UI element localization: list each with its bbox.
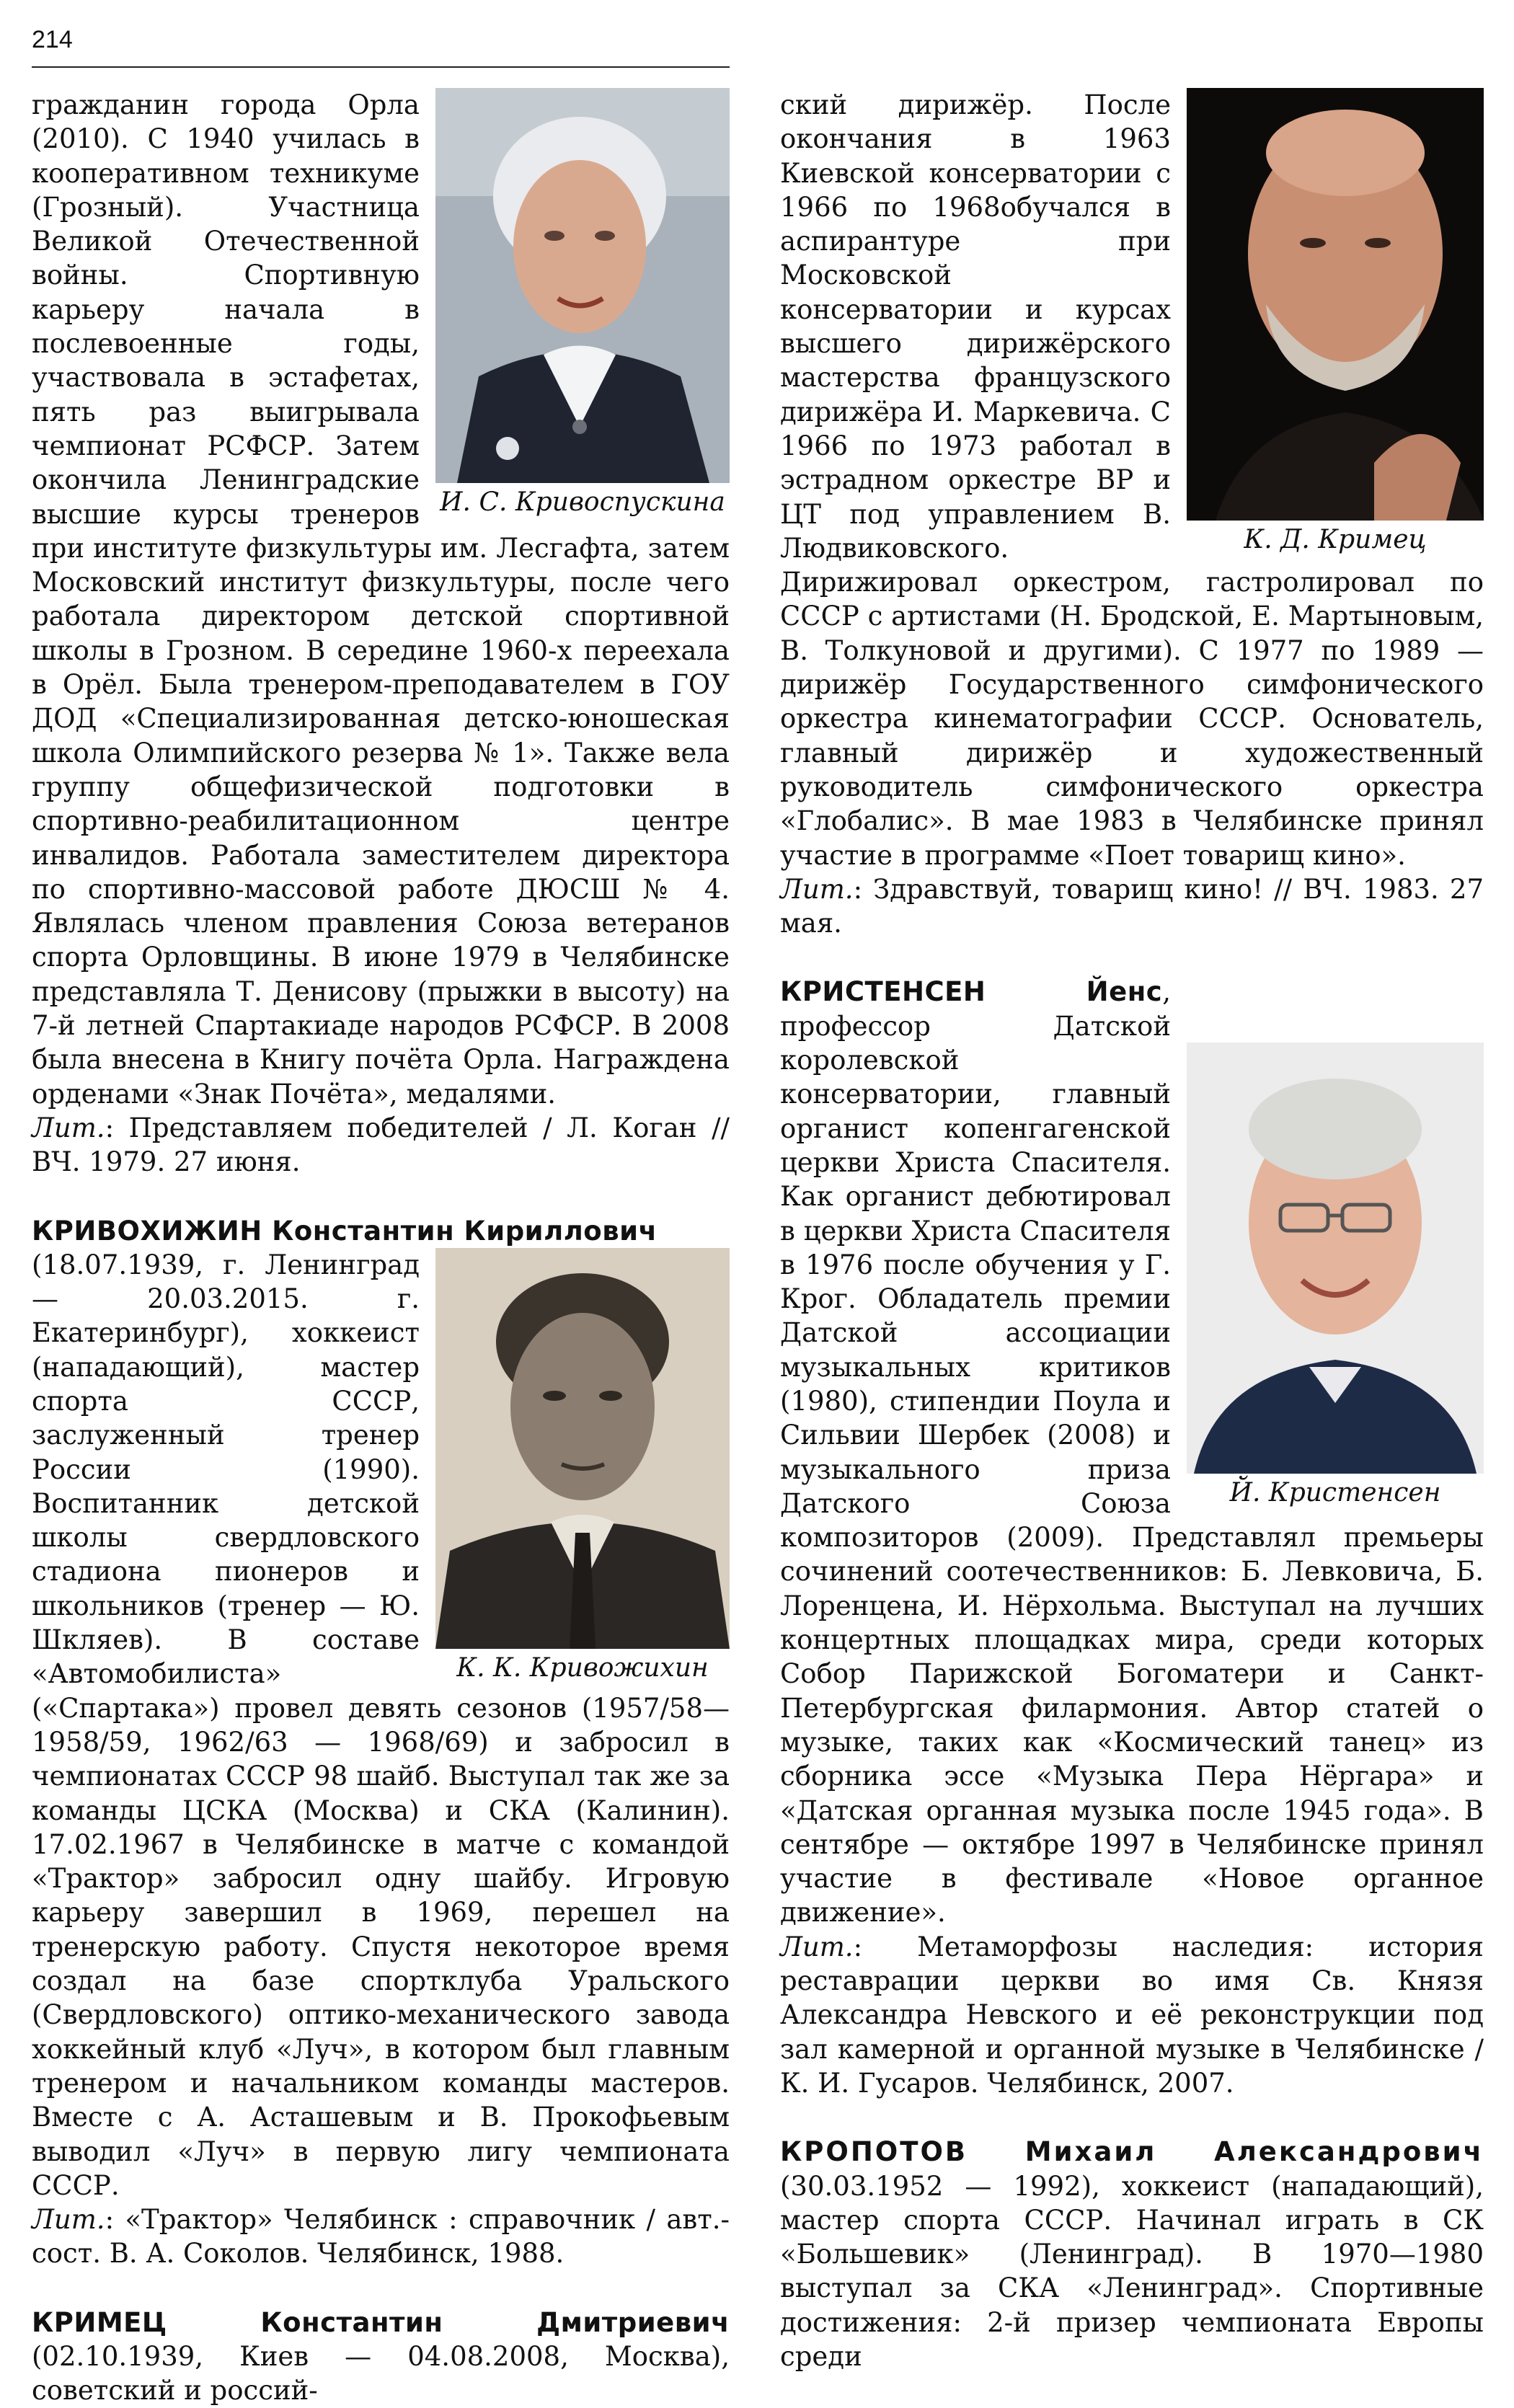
entry-gap xyxy=(32,1179,730,1214)
photo-krivospuskina xyxy=(435,88,730,519)
photo-krivozhikhin xyxy=(435,1248,730,1685)
portrait-christensen-image xyxy=(1187,1043,1484,1474)
entry-krivokhizhin-heading: КРИВОХИЖИН Константин Кириллович xyxy=(32,1215,658,1247)
portrait-krivozhikhin-image xyxy=(435,1248,730,1649)
photo-caption-krimets: К. Д. Кримец xyxy=(1244,525,1427,554)
entry-kropotov-text: (30.03.1952 — 1992), хоккеист (нападающий), мастер спорта СССР. Начинал играть в СК «Большевик» (Ленинград). В 1970—1980 выступал за СКА «Ленинград». Спортивные достижения: 2-й призер чемпионата Европы среди xyxy=(780,2170,1484,2372)
photo-caption-krivozhikhin: К. К. Кривожихин xyxy=(456,1652,709,1683)
left-column xyxy=(32,88,730,2407)
photo-caption-krivospuskina: И. С. Кривоспускина xyxy=(440,487,725,517)
entry-krimets-start xyxy=(32,2306,730,2408)
portrait-krivospuskina-image xyxy=(435,88,730,483)
entry-gap xyxy=(32,2271,730,2306)
entry-krimets-literature xyxy=(780,872,1484,941)
photo-caption-christensen: Й. Кристенсен xyxy=(1229,1478,1441,1508)
entry-krimets-heading: КРИМЕЦ Константин Дмитриевич xyxy=(32,2306,730,2338)
entry-gap xyxy=(780,940,1484,975)
lit-label: Лит. xyxy=(780,873,854,905)
right-column xyxy=(780,88,1484,2372)
lit-text: : Представляем победителей / Л. Коган // ВЧ. 1979. 27 июня. xyxy=(32,1112,730,1178)
lit-label: Лит. xyxy=(32,1112,105,1143)
page-number: 214 xyxy=(32,26,73,53)
lit-text: : «Трактор» Челябинск : справочник / авт.-сост. В. А. Соколов. Челябинск, 1988. xyxy=(32,2204,730,2270)
lit-label: Лит. xyxy=(32,2204,105,2236)
lit-text: : Метаморфозы наследия: история реставрации церкви во имя Св. Князя Александра Невского и её реконструкции под зал камерной и органной музыке в Челябинске / К. И. Гусаров. Челябинск, 2007. xyxy=(780,1931,1484,2099)
entry-kropotov-heading: КРОПОТОВ Михаил Александрович xyxy=(780,2136,1484,2168)
entry-christensen-heading: КРИСТЕНСЕН Йенс xyxy=(780,976,1163,1008)
header-rule xyxy=(32,66,730,68)
lit-text: : Здравствуй, товарищ кино! // ВЧ. 1983. 27 мая. xyxy=(780,873,1484,939)
entry-krimets-continued: ский дирижёр. После окончания в 1963 Киевской консерватории с 1966 по 1968обучался в аспирантуре при Московской консерватории и курсах высшего дирижёрского мастерства французского дирижёра И. Маркевича. С 1966 по 1973 работал в эстрадном оркестре ВР и ЦТ под управлением В. Людвиковского. Дирижировал оркестром, гастролировал по СССР с артистами (Н. Бродской, Е. Мартыновым, В. Толкуновой и другими). С 1977 по 1989 — дирижёр Государственного симфонического оркестра кинематографии СССР. Основатель, главный дирижёр и художественный руководитель симфонического оркестра «Глобалис». В мае 1983 в Челябинске принял участие в программе «Поет товарищ кино». xyxy=(780,89,1484,871)
entry-krivospuskina-text: гражданин города Орла (2010). С 1940 училась в кооперативном техникуме (Грозный). Участница Великой Отечественной войны. Спортивную карьеру начала в послевоенные годы, участвовала в эстафетах, пять раз выигрывала чемпионат РСФСР. Затем окончила Ленинградские высшие курсы тренеров при институте физкультуры им. Лесгафта, затем Московский институт физкультуры, после чего работала директором детской спортивной школы в Грозном. В середине 1960-х переехала в Орёл. Была тренером-преподавателем в ГОУ ДОД «Специализированная детско-юношеская школа Олимпийского резерва № 1». Также вела группу общефизической подготовки в спортивно-реабилитационном центре инвалидов. Работала заместителем директора по спортивно-массовой работе ДЮСШ № 4. Являлась членом правления Союза ветеранов спорта Орловщины. В июне 1979 в Челябинске представляла Т. Денисову (прыжки в высоту) на 7-й летней Спартакиаде народов РСФСР. В 2008 была внесена в Книгу почёта Орла. Награждена орденами «Знак Почёта», медалями. xyxy=(32,89,730,1110)
photo-krimets xyxy=(1187,88,1484,557)
entry-krivokhizhin xyxy=(32,1214,730,1248)
entry-krivokhizhin-literature xyxy=(32,2203,730,2271)
portrait-krimets-image xyxy=(1187,88,1484,521)
entry-christensen-text: , профессор Датской королевской консерватории, главный органист копенгагенской церкви Христа Спасителя. Как органист дебютировал в церкви Христа Спасителя в 1976 после обучения у Г. Крог. Обладатель премии Датской ассоциации музыкальных критиков (1980), стипендии Поула и Сильвии Шербек (2008) и музыкального приза Датского Союза композиторов (2009). Представлял премьеры сочинений соотечественников: Б. Левковича, Б. Лоренцена, И. Нёрхольма. Выступал на лучших концертных площадках мира, среди которых Собор Парижской Богоматери и Санкт-Петербургская филармония. Автор статей о музыке, таких как «Космический танец» из сборника эссе «Музыка Пера Нёргара» и «Датская органная музыка после 1945 года». В сентябре — октябре 1997 в Челябинске принял участие в фестивале «Новое органное движение». xyxy=(780,976,1484,1929)
entry-kropotov xyxy=(780,2135,1484,2373)
entry-krivokhizhin-text: (18.07.1939, г. Ленинград — 20.03.2015. г. Екатеринбург), хоккеист (нападающий), мастер спорта СССР, заслуженный тренер России (1990). Воспитанник детской школы свердловского стадиона пионеров и школьников (тренер — Ю. Шкляев). В составе «Автомобилиста» («Спартака») провел девять сезонов (1957/58—1958/59, 1962/63 — 1968/69) и забросил в чемпионатах СССР 98 шайб. Выступал так же за команды ЦСКА (Москва) и СКА (Калинин). 17.02.1967 в Челябинске в матче с командой «Трактор» забросил одну шайбу. Игровую карьеру завершил в 1969, перешел на тренерскую работу. Спустя некоторое время создал на базе спортклуба Уральского (Свердловского) оптико-механического завода хоккейный клуб «Луч», в котором был главным тренером и начальником команды мастеров. Вместе с А. Асташевым и В. Прокофьевым выводил «Луч» в первую лигу чемпионата СССР. xyxy=(32,1249,730,2201)
entry-gap xyxy=(780,2100,1484,2135)
entry-krimets-text: (02.10.1939, Киев — 04.08.2008, Москва), советский и россий- xyxy=(32,2341,730,2407)
entry-christensen-literature xyxy=(780,1930,1484,2100)
lit-label: Лит. xyxy=(780,1931,854,1962)
photo-christensen xyxy=(1187,1043,1484,1510)
entry-krivospuskina-literature xyxy=(32,1111,730,1179)
